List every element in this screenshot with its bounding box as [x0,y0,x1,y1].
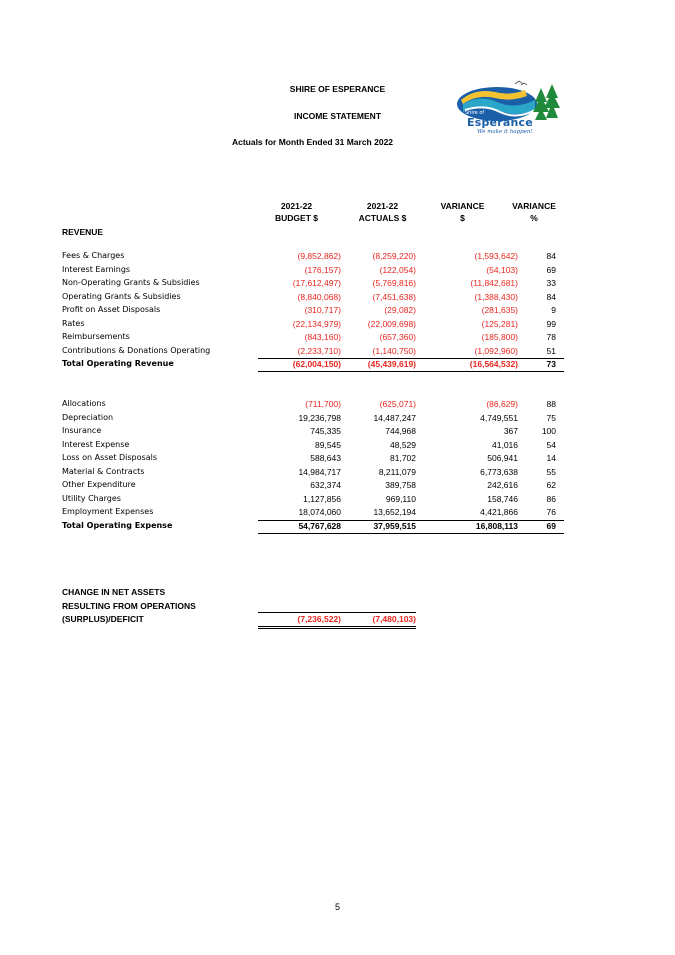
budget-cell: (310,717) [304,305,341,315]
row-label: Depreciation [62,412,114,422]
net-change-line1: CHANGE IN NET ASSETS [62,587,166,597]
variance-pct-cell: 9 [551,305,556,315]
col-variance-pct-unit: % [530,213,538,223]
row-label: Material & Contracts [62,466,145,476]
variance-cell: 242,616 [487,480,518,490]
variance-pct-cell: 78 [546,332,556,342]
actual-cell: (1,140,750) [372,345,416,356]
variance-pct-cell: 55 [546,466,556,477]
variance-cell: (1,388,430) [474,291,518,302]
variance-cell: 4,421,866 [480,507,518,517]
budget-cell: (711,700) [305,399,341,409]
variance-cell: (11,842,681) [470,278,518,288]
table-row [62,413,567,427]
budget-cell: 89,545 [315,439,341,450]
budget-cell: 588,643 [310,453,341,463]
variance-pct-cell: 73 [546,359,556,369]
row-label: Employment Expenses [62,507,154,516]
logo-text-esperance: Esperance [467,116,533,129]
shire-logo [455,80,560,138]
row-label: Contributions & Donations Operating [62,345,211,355]
variance-cell: (86,629) [486,399,518,409]
row-label: Loss on Asset Disposals [62,453,157,462]
net-top-rule [258,612,416,613]
budget-cell: (843,160) [304,332,341,342]
variance-cell: 158,746 [487,493,518,504]
expense-total-rule [258,533,564,534]
table-row [62,292,567,306]
variance-pct-cell: 84 [546,291,556,302]
actual-cell: 13,652,194 [373,507,416,517]
col-actual-header [345,200,420,224]
table-row [62,346,567,360]
variance-cell: (185,800) [481,332,518,342]
table-row [62,467,567,481]
budget-cell: (8,840,068) [297,291,341,302]
table-row [62,278,567,292]
actual-cell: 81,702 [390,453,416,463]
statement-title: INCOME STATEMENT [293,111,382,121]
actual-cell: 14,487,247 [373,412,416,423]
actual-cell: (29,082) [384,305,416,315]
variance-pct-cell: 51 [546,345,556,356]
col-variance-label: VARIANCE [440,201,485,211]
budget-cell: 54,767,628 [298,520,341,531]
col-actual-year: 2021-22 [366,201,399,211]
col-budget-label: BUDGET $ [275,213,318,223]
variance-cell: (16,564,532) [469,359,518,369]
row-label: Total Operating Expense [62,520,173,530]
col-variance-pct-label: VARIANCE [512,201,556,211]
col-budget-header [252,200,341,224]
variance-pct-cell: 99 [546,318,556,329]
table-row [62,305,567,319]
net-double-rule-1 [258,626,416,627]
actual-cell: 37,959,515 [373,520,416,531]
col-variance-unit: $ [460,213,465,223]
budget-cell: (176,157) [304,264,341,275]
actual-cell: 8,211,079 [378,466,416,477]
page-number: 5 [334,902,340,912]
budget-cell: (2,233,710) [297,345,341,356]
logo-text-shire-of: Shire of [465,110,485,116]
variance-cell: (1,092,960) [474,345,518,356]
variance-pct-cell: 54 [546,439,556,450]
row-label: Interest Expense [62,439,130,449]
table-row [62,480,567,494]
variance-pct-cell: 62 [546,480,556,490]
budget-cell: (22,134,979) [292,318,341,329]
budget-cell: 632,374 [310,480,341,490]
row-label: Reimbursements [62,332,130,341]
variance-cell: (125,281) [481,318,518,329]
table-row [62,399,567,413]
actual-cell: (625,071) [379,399,416,409]
row-label: Operating Grants & Subsidies [62,291,181,301]
budget-cell: (17,612,497) [292,278,341,288]
row-label: Total Operating Revenue [62,359,174,368]
col-variance-header [425,200,500,224]
statement-period: Actuals for Month Ended 31 March 2022 [231,137,394,147]
row-label: Non-Operating Grants & Subsidies [62,278,200,287]
variance-cell: (54,103) [486,264,518,275]
row-label: Fees & Charges [62,251,125,260]
col-actual-label: ACTUALS $ [358,213,407,223]
table-row [62,507,567,521]
variance-pct-cell: 14 [546,453,556,463]
actual-cell: (122,054) [379,264,416,275]
revenue-total-rule [258,371,564,372]
col-budget-year: 2021-22 [280,201,313,211]
variance-pct-cell: 76 [546,507,556,517]
actual-cell: 389,758 [385,480,416,490]
row-label: Rates [62,318,85,328]
net-actual: (7,480,103) [372,614,416,624]
table-row [62,251,567,265]
org-name: SHIRE OF ESPERANCE [289,84,386,94]
net-double-rule-2 [258,628,416,629]
budget-cell: 14,984,717 [298,466,341,477]
variance-pct-cell: 33 [546,278,556,288]
logo-tagline: We make it happen! [477,129,533,135]
variance-cell: 41,016 [492,439,518,450]
row-label: Profit on Asset Disposals [62,305,161,314]
budget-cell: 19,236,798 [298,412,341,423]
variance-pct-cell: 100 [541,426,556,436]
variance-pct-cell: 86 [546,493,556,504]
budget-cell: 18,074,060 [298,507,341,517]
actual-cell: 969,110 [385,493,416,504]
variance-cell: (281,635) [481,305,518,315]
row-label: Utility Charges [62,493,121,503]
variance-cell: (1,593,642) [474,251,518,261]
actual-cell: 48,529 [390,439,416,450]
table-row [62,453,567,467]
variance-cell: 6,773,638 [480,466,518,477]
actual-cell: (5,769,816) [372,278,416,288]
actual-cell: (657,360) [379,332,416,342]
actual-cell: (45,439,619) [367,359,416,369]
revenue-heading: REVENUE [62,227,104,237]
variance-cell: 367 [503,426,518,436]
net-change-line3: (SURPLUS)/DEFICIT [62,614,144,624]
col-variance-pct-header [505,200,563,224]
table-row [62,426,567,440]
actual-cell: 744,968 [385,426,416,436]
row-label: Allocations [62,399,106,408]
variance-cell: 4,749,551 [480,412,518,423]
table-row [62,440,567,454]
variance-pct-cell: 75 [546,412,556,423]
budget-cell: (9,852,862) [297,251,341,261]
budget-cell: 1,127,856 [303,493,341,504]
table-row [62,332,567,346]
row-label: Other Expenditure [62,480,136,489]
variance-pct-cell: 84 [546,251,556,261]
actual-cell: (8,259,220) [372,251,416,261]
variance-cell: 16,808,113 [475,520,518,531]
net-change-heading [62,586,196,627]
variance-pct-cell: 88 [546,399,556,409]
actual-cell: (22,009,698) [367,318,416,329]
row-label: Insurance [62,426,102,435]
budget-cell: (62,004,150) [292,359,341,369]
budget-cell: 745,335 [310,426,341,436]
variance-cell: 506,941 [487,453,518,463]
table-row [62,319,567,333]
row-label: Interest Earnings [62,264,131,274]
variance-pct-cell: 69 [546,520,556,531]
table-row [62,494,567,508]
net-budget: (7,236,522) [297,614,341,624]
actual-cell: (7,451,638) [372,291,416,302]
table-row [62,265,567,279]
variance-pct-cell: 69 [546,264,556,275]
net-change-line2: RESULTING FROM OPERATIONS [62,600,196,611]
